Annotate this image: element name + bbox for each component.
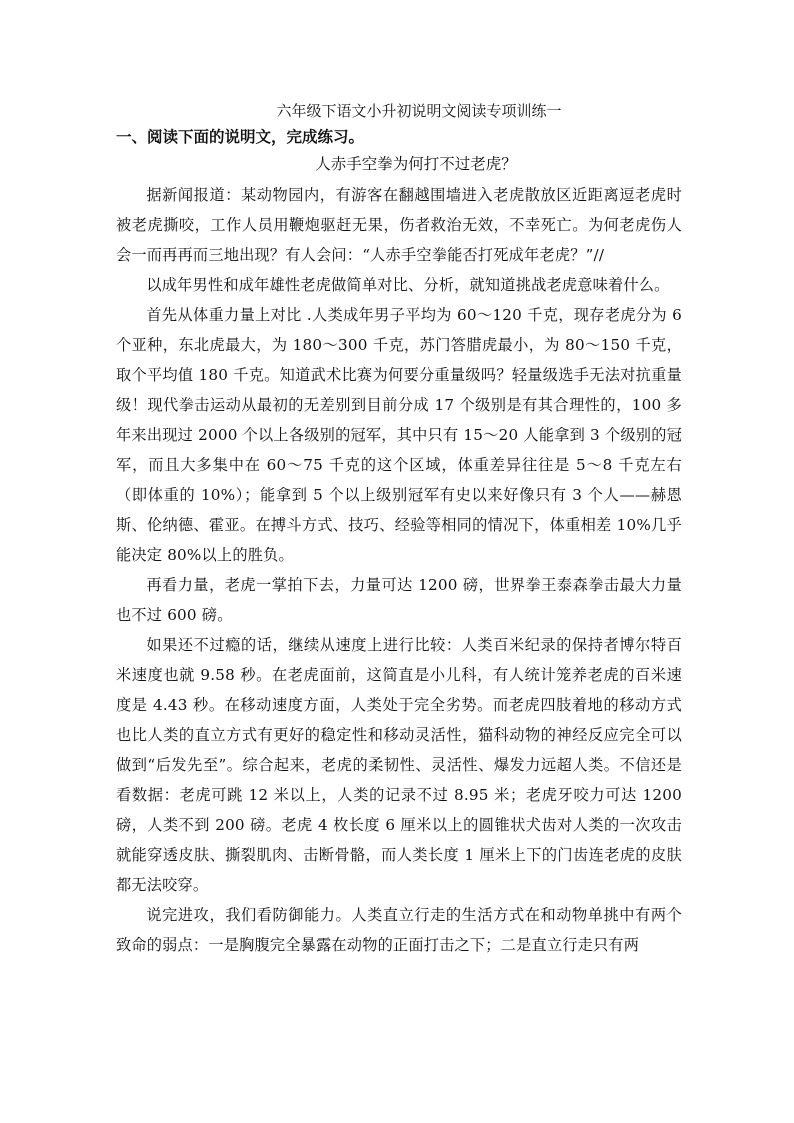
paragraph-news-report: 据新闻报道：某动物园内，有游客在翻越围墙进入老虎散放区近距离逗老虎时被老虎撕咬，工作人员用鞭炮驱赶无果，伤者救治无效，不幸死亡。为何老虎伤人会一而再再而三地出现？有人会问：“人赤手空拳能否打死成年老虎？”//	[116, 186, 682, 264]
section-heading: 一、阅读下面的说明文，完成练习。	[116, 128, 365, 146]
document-body	[116, 100, 682, 960]
paragraph-weight-comparison: 首先从体重力量上对比 .人类成年男子平均为 60～120 千克，现存老虎分为 6 个亚种，东北虎最大，为 180～300 千克，苏门答腊虎最小，为 80～150 千克，取个平均值 180 千克。知道武术比赛为何要分重量级吗？轻量级选手无法对抗重量级！现代拳击运动从最初的无差别到目前分成 17 个级别是有其合理性的，100 多年来出现过 2000 个以上各级别的冠军，其中只有 15～20 人能拿到 3 个级别的冠军，而且大多集中在 60～75 千克的这个区域，体重差异往往是 5～8 千克左右（即体重的 10%）；能拿到 5 个以上级别冠军有史以来好像只有 3 个人——赫恩斯、伦纳德、霍亚。在搏斗方式、技巧、经验等相同的情况下，体重相差 10%几乎能决定 80%以上的胜负。	[116, 306, 682, 564]
document-title: 六年级下语文小升初说明文阅读专项训练一	[276, 102, 562, 120]
paragraph-comparison-intro: 以成年男性和成年雄性老虎做简单对比、分析，就知道挑战老虎意味着什么。	[146, 276, 670, 294]
paragraph-defense: 说完进攻，我们看防御能力。人类直立行走的生活方式在和动物单挑中有两个致命的弱点：一是胸腹完全暴露在动物的正面打击之下；二是直立行走只有两	[116, 906, 682, 954]
article-title: 人赤手空拳为何打不过老虎？	[315, 155, 517, 173]
paragraph-strength: 再看力量，老虎一掌拍下去，力量可达 1200 磅，世界拳王泰森拳击最大力量也不过 600 磅。	[116, 576, 682, 624]
paragraph-speed: 如果还不过瘾的话，继续从速度上进行比较：人类百米纪录的保持者博尔特百米速度也就 9.58 秒。在老虎面前，这简直是小儿科，有人统计笼养老虎的百米速度是 4.43 秒。在移动速度方面，人类处于完全劣势。而老虎四肢着地的移动方式也比人类的直立方式有更好的稳定性和移动灵活性，猫科动物的神经反应完全可以做到“后发先至”。综合起来，老虎的柔韧性、灵活性、爆发力远超人类。不信还是看数据：老虎可跳 12 米以上，人类的记录不过 8.95 米；老虎牙咬力可达 1200 磅，人类不到 200 磅。老虎 4 枚长度 6 厘米以上的圆锥状犬齿对人类的一次攻击就能穿透皮肤、撕裂肌肉、击断骨骼，而人类长度 1 厘米上下的门齿连老虎的皮肤都无法咬穿。	[116, 636, 682, 894]
